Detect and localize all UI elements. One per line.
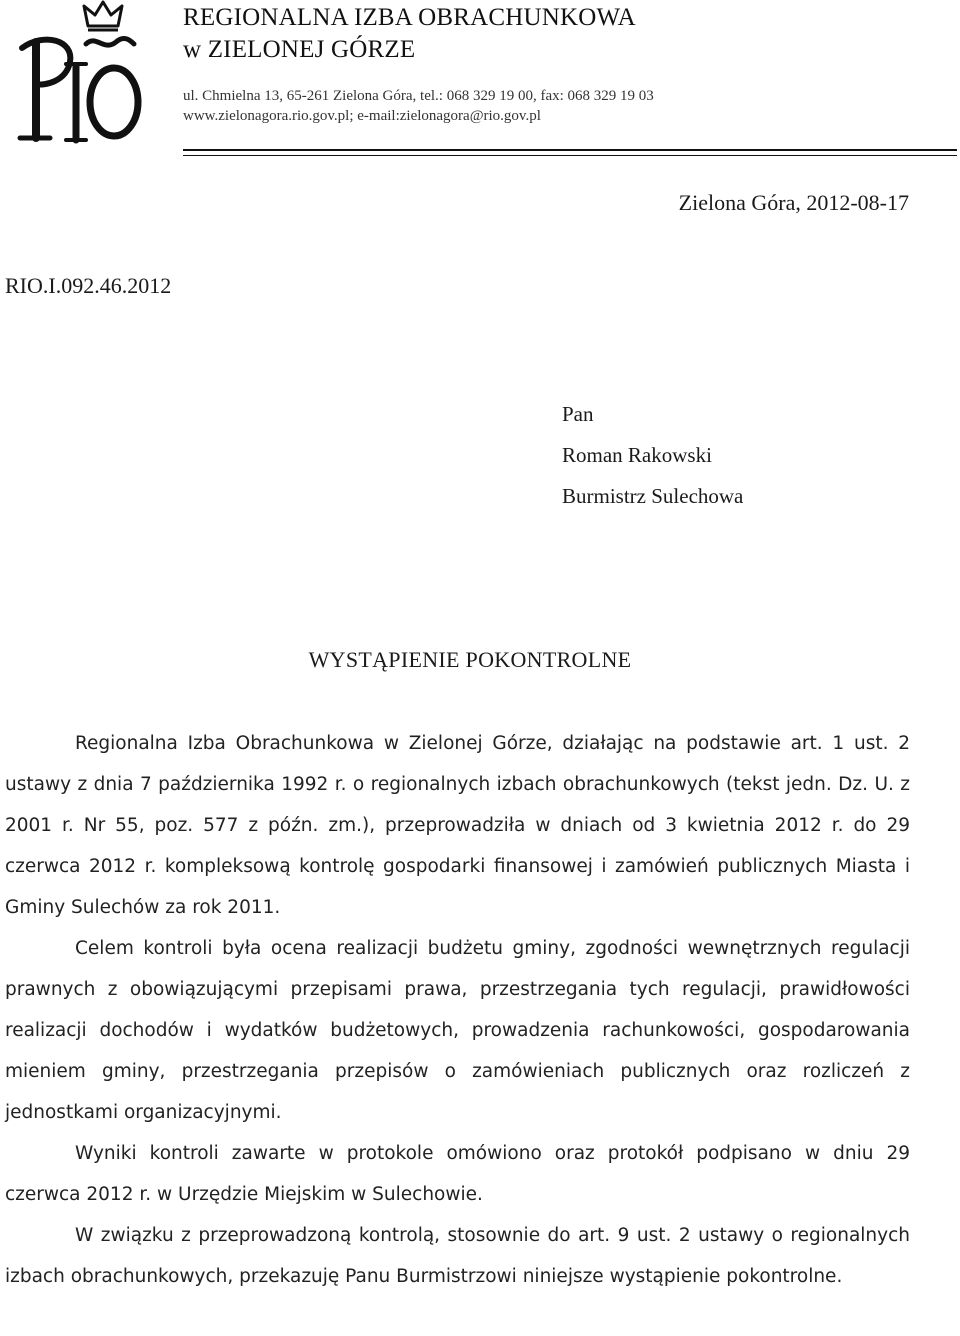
addressee-name: Roman Rakowski: [562, 443, 712, 467]
document-body: [5, 723, 910, 1297]
body-paragraph: Wyniki kontroli zawarte w protokole omówiono oraz protokół podpisano w dniu 29 czerwca 2012 r. w Urzędzie Miejskim w Sulechowie.: [5, 1143, 910, 1205]
place-date: Zielona Góra, 2012-08-17: [678, 190, 909, 215]
organization-name: [183, 2, 636, 66]
contact-web-email: www.zielonagora.rio.gov.pl; e-mail:zielonagora@rio.gov.pl: [183, 108, 541, 124]
addressee-salutation: Pan: [562, 402, 594, 426]
rio-logo-icon: [4, 0, 154, 152]
document-title: WYSTĄPIENIE POKONTROLNE: [308, 647, 632, 672]
addressee-position: Burmistrz Sulechowa: [562, 484, 744, 508]
body-paragraph: Celem kontroli była ocena realizacji budżetu gminy, zgodności wewnętrznych regulacji prawnych z obowiązującymi przepisami prawa, przestrzegania tych regulacji, prawidłowości realizacji dochodów i wydatków budżetowych, prowadzenia rachunkowości, gospodarowania mieniem gminy, przestrzegania przepisów o zamówieniach publicznych oraz rozliczeń z jednostkami organizacyjnymi.: [5, 938, 910, 1123]
addressee-block: [562, 394, 743, 517]
organization-name-line2: w ZIELONEJ GÓRZE: [183, 36, 416, 63]
body-paragraph: W związku z przeprowadzoną kontrolą, stosownie do art. 9 ust. 2 ustawy o regionalnych izbach obrachunkowych, przekazuję Panu Burmistrzowi niniejsze wystąpienie pokontrolne.: [5, 1225, 910, 1287]
reference-number: RIO.I.092.46.2012: [5, 273, 172, 298]
body-paragraph: Regionalna Izba Obrachunkowa w Zielonej Górze, działając na podstawie art. 1 ust. 2 ustawy z dnia 7 października 1992 r. o regionalnych izbach obrachunkowych (tekst jedn. Dz. U. z 2001 r. Nr 55, poz. 577 z późn. zm.), przeprowadziła w dniach od 3 kwietnia 2012 r. do 29 czerwca 2012 r. kompleksową kontrolę gospodarki finansowej i zamówień publicznych Miasta i Gminy Sulechów za rok 2011.: [5, 733, 910, 918]
organization-contact: [183, 86, 654, 126]
contact-address: ul. Chmielna 13, 65-261 Zielona Góra, tel.: 068 329 19 00, fax: 068 329 19 03: [183, 88, 654, 104]
organization-name-line1: REGIONALNA IZBA OBRACHUNKOWA: [183, 4, 636, 31]
header-divider: [183, 149, 957, 156]
